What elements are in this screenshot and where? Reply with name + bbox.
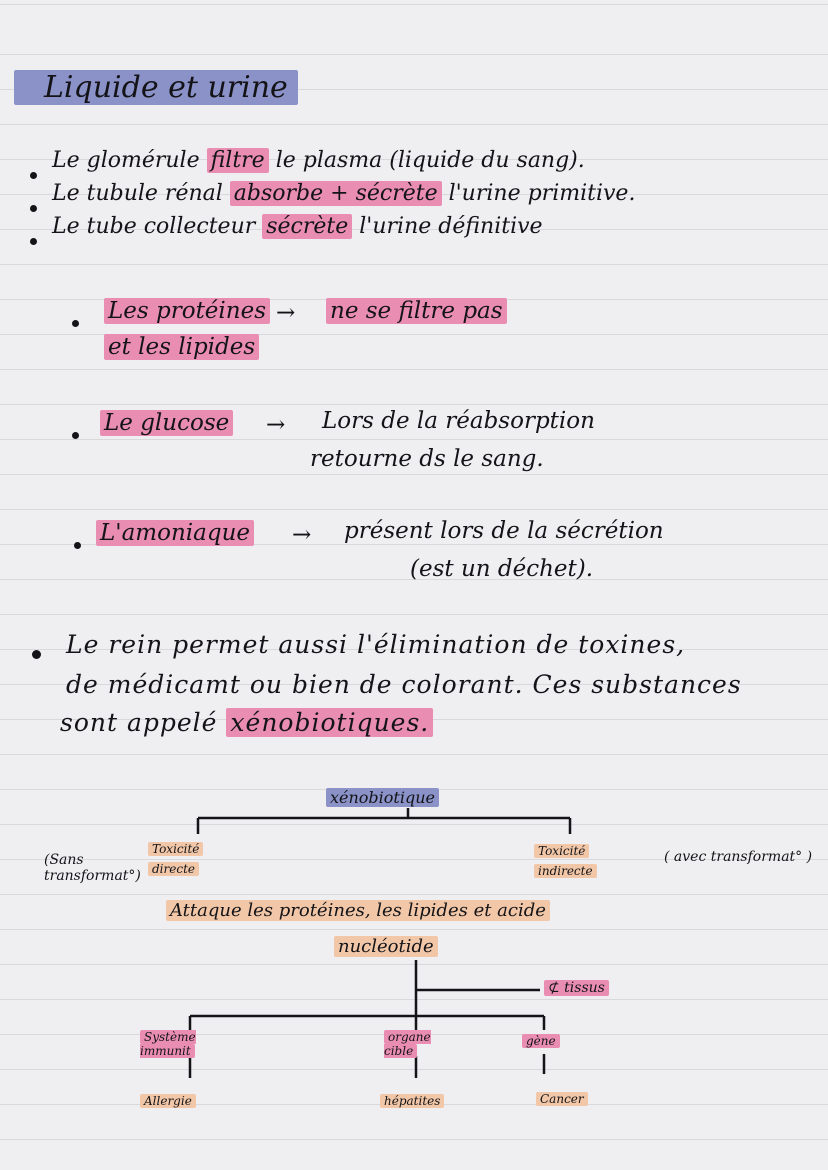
highlight-absorbe: absorbe + sécrète <box>230 181 442 206</box>
item-ammoniaque: L'amoniaque <box>96 520 254 546</box>
diagram-root: xénobiotique <box>326 788 439 807</box>
paragraph-line-1: Le rein permet aussi l'élimination de toxines, <box>66 630 686 659</box>
arrow-glucose: → <box>266 412 286 438</box>
box-toxicite-directe-1: Toxicité <box>148 842 203 856</box>
result-proteines: ne se filtre pas <box>326 298 507 324</box>
note-sans-transformation: (Sans transformat°) <box>44 852 141 884</box>
bullet-tubule: Le tubule rénal absorbe + sécrète l'urine primitive. <box>52 181 636 206</box>
arrow-ammoniaque: → <box>292 522 312 548</box>
result-ammoniaque-1: présent lors de la sécrétion <box>344 518 664 544</box>
box-toxicite-directe-2: directe <box>148 862 199 876</box>
item-proteines-2: et les lipides <box>104 334 259 360</box>
box-tissus: ⊄ tissus <box>544 980 609 996</box>
arrow-proteines: → <box>276 300 296 326</box>
branch-systeme-immunitaire: Système immunit <box>140 1030 196 1058</box>
item-glucose: Le glucose <box>100 410 233 436</box>
box-toxicite-indirecte-1: Toxicité <box>534 844 589 858</box>
result-allergie: Allergie <box>140 1094 196 1108</box>
result-cancer: Cancer <box>536 1092 588 1106</box>
result-glucose-2: retourne ds le sang. <box>310 446 544 472</box>
bullet-glomerule: Le glomérule filtre le plasma (liquide du sang). <box>52 148 585 173</box>
highlight-filtre: filtre <box>207 148 269 173</box>
highlight-secrete: sécrète <box>262 214 352 239</box>
result-ammoniaque-2: (est un déchet). <box>410 556 594 582</box>
branch-organe-cible: organe cible <box>384 1030 431 1058</box>
highlight-xenobiotiques: xénobiotiques. <box>226 708 433 737</box>
attack-line-2: nucléotide <box>334 936 438 957</box>
paragraph-line-2: de médicamt ou bien de colorant. Ces substances <box>66 670 742 699</box>
note-avec-transformation: ( avec transformat° ) <box>664 849 813 865</box>
branch-gene: gène <box>522 1034 560 1048</box>
box-toxicite-indirecte-2: indirecte <box>534 864 597 878</box>
result-glucose-1: Lors de la réabsorption <box>322 408 595 434</box>
bullet-tube-collecteur: Le tube collecteur sécrète l'urine définitive <box>52 214 543 239</box>
result-hepatites: hépatites <box>380 1094 444 1108</box>
paragraph-line-3: sont appelé xénobiotiques. <box>60 708 433 737</box>
page-title: Liquide et urine <box>14 70 298 105</box>
item-proteines-1: Les protéines <box>104 298 270 324</box>
attack-line-1: Attaque les protéines, les lipides et acide <box>166 900 550 921</box>
